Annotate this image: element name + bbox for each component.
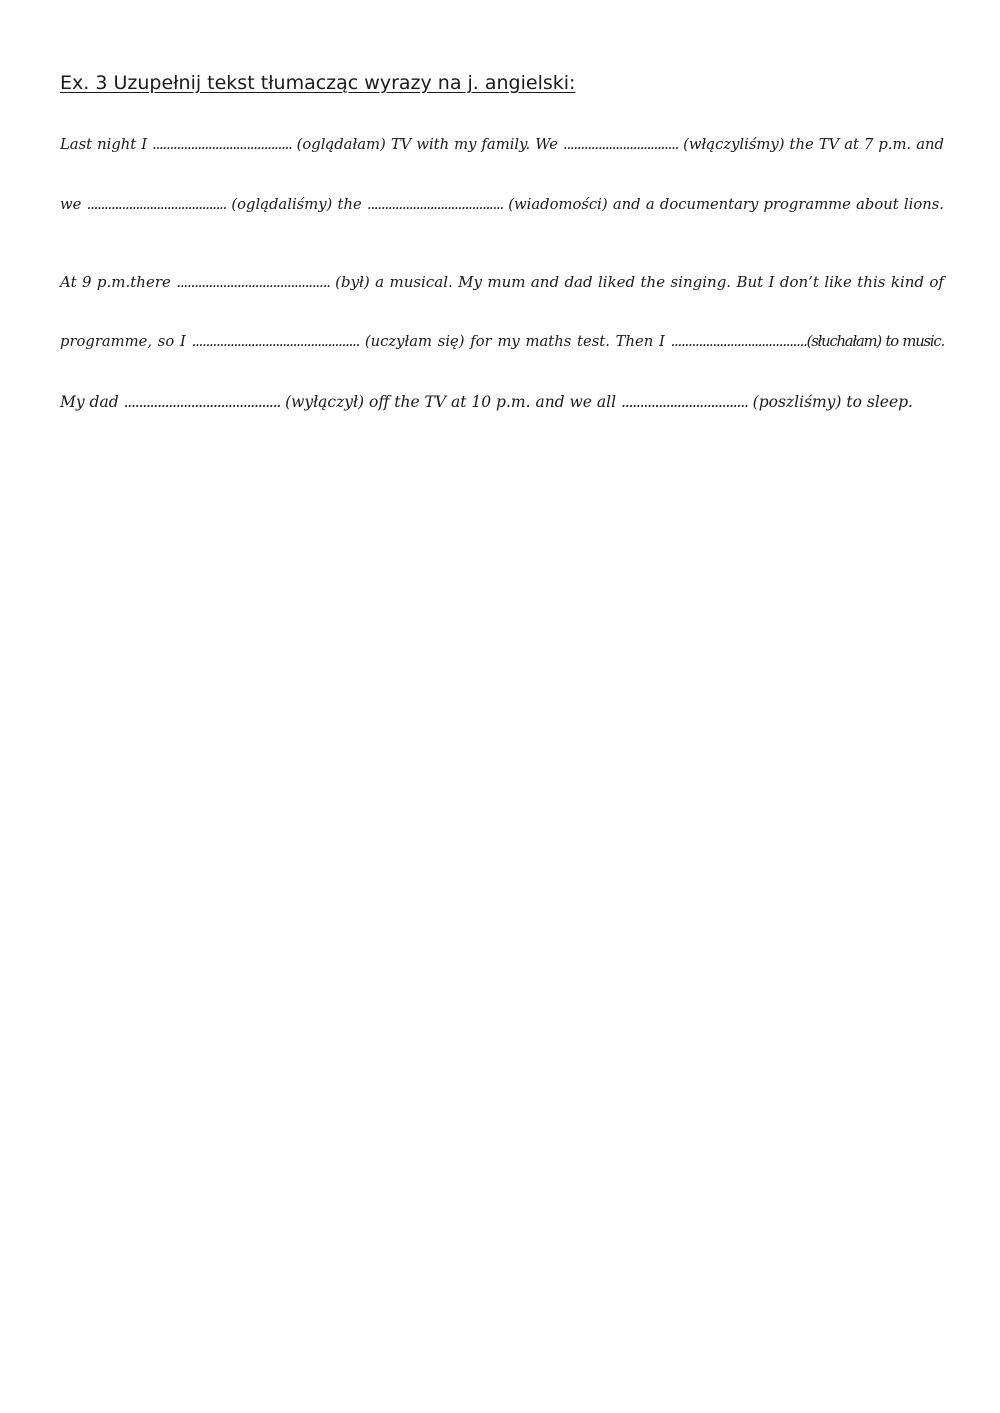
- text-segment: At 9 p.m.there: [60, 273, 171, 291]
- text-segment: Last night I: [60, 136, 148, 153]
- text-line-4: [60, 333, 944, 350]
- answer-blank-7[interactable]: .......................................(słuchałam) to music.: [670, 333, 944, 350]
- text-segment: (uczyłam się) for my maths test. Then I: [364, 333, 665, 350]
- answer-blank-4[interactable]: .......................................: [366, 196, 504, 213]
- answer-blank-2[interactable]: .................................: [562, 136, 679, 153]
- text-line-2: [60, 196, 944, 213]
- answer-blank-5[interactable]: ...........................................: [176, 273, 330, 291]
- text-segment: (wiadomości) and a documentary programme about lions.: [508, 196, 944, 213]
- text-segment: (był) a musical. My mum and dad liked the singing. But I don’t like this kind of: [335, 273, 944, 291]
- text-segment: (włączyliśmy) the TV at 7 p.m. and: [683, 136, 944, 153]
- exercise-title: Ex. 3 Uzupełnij tekst tłumacząc wyrazy na j. angielski:: [60, 72, 576, 94]
- answer-blank-9[interactable]: ..................................: [621, 393, 748, 411]
- text-segment: (poszliśmy) to sleep.: [752, 393, 913, 411]
- answer-blank-6[interactable]: ................................................: [191, 333, 360, 350]
- text-line-3: [60, 273, 944, 291]
- answer-blank-1[interactable]: ........................................: [152, 136, 292, 153]
- text-segment: programme, so I: [60, 333, 186, 350]
- text-line-5: [60, 393, 944, 411]
- text-segment: (oglądaliśmy) the: [231, 196, 362, 213]
- text-segment: we: [60, 196, 82, 213]
- text-line-1: [60, 136, 944, 153]
- text-segment: (oglądałam) TV with my family. We: [296, 136, 558, 153]
- answer-blank-8[interactable]: ..........................................: [123, 393, 281, 411]
- text-segment: (wyłączył) off the TV at 10 p.m. and we all: [285, 393, 617, 411]
- text-segment: My dad: [60, 393, 119, 411]
- answer-blank-3[interactable]: ........................................: [86, 196, 227, 213]
